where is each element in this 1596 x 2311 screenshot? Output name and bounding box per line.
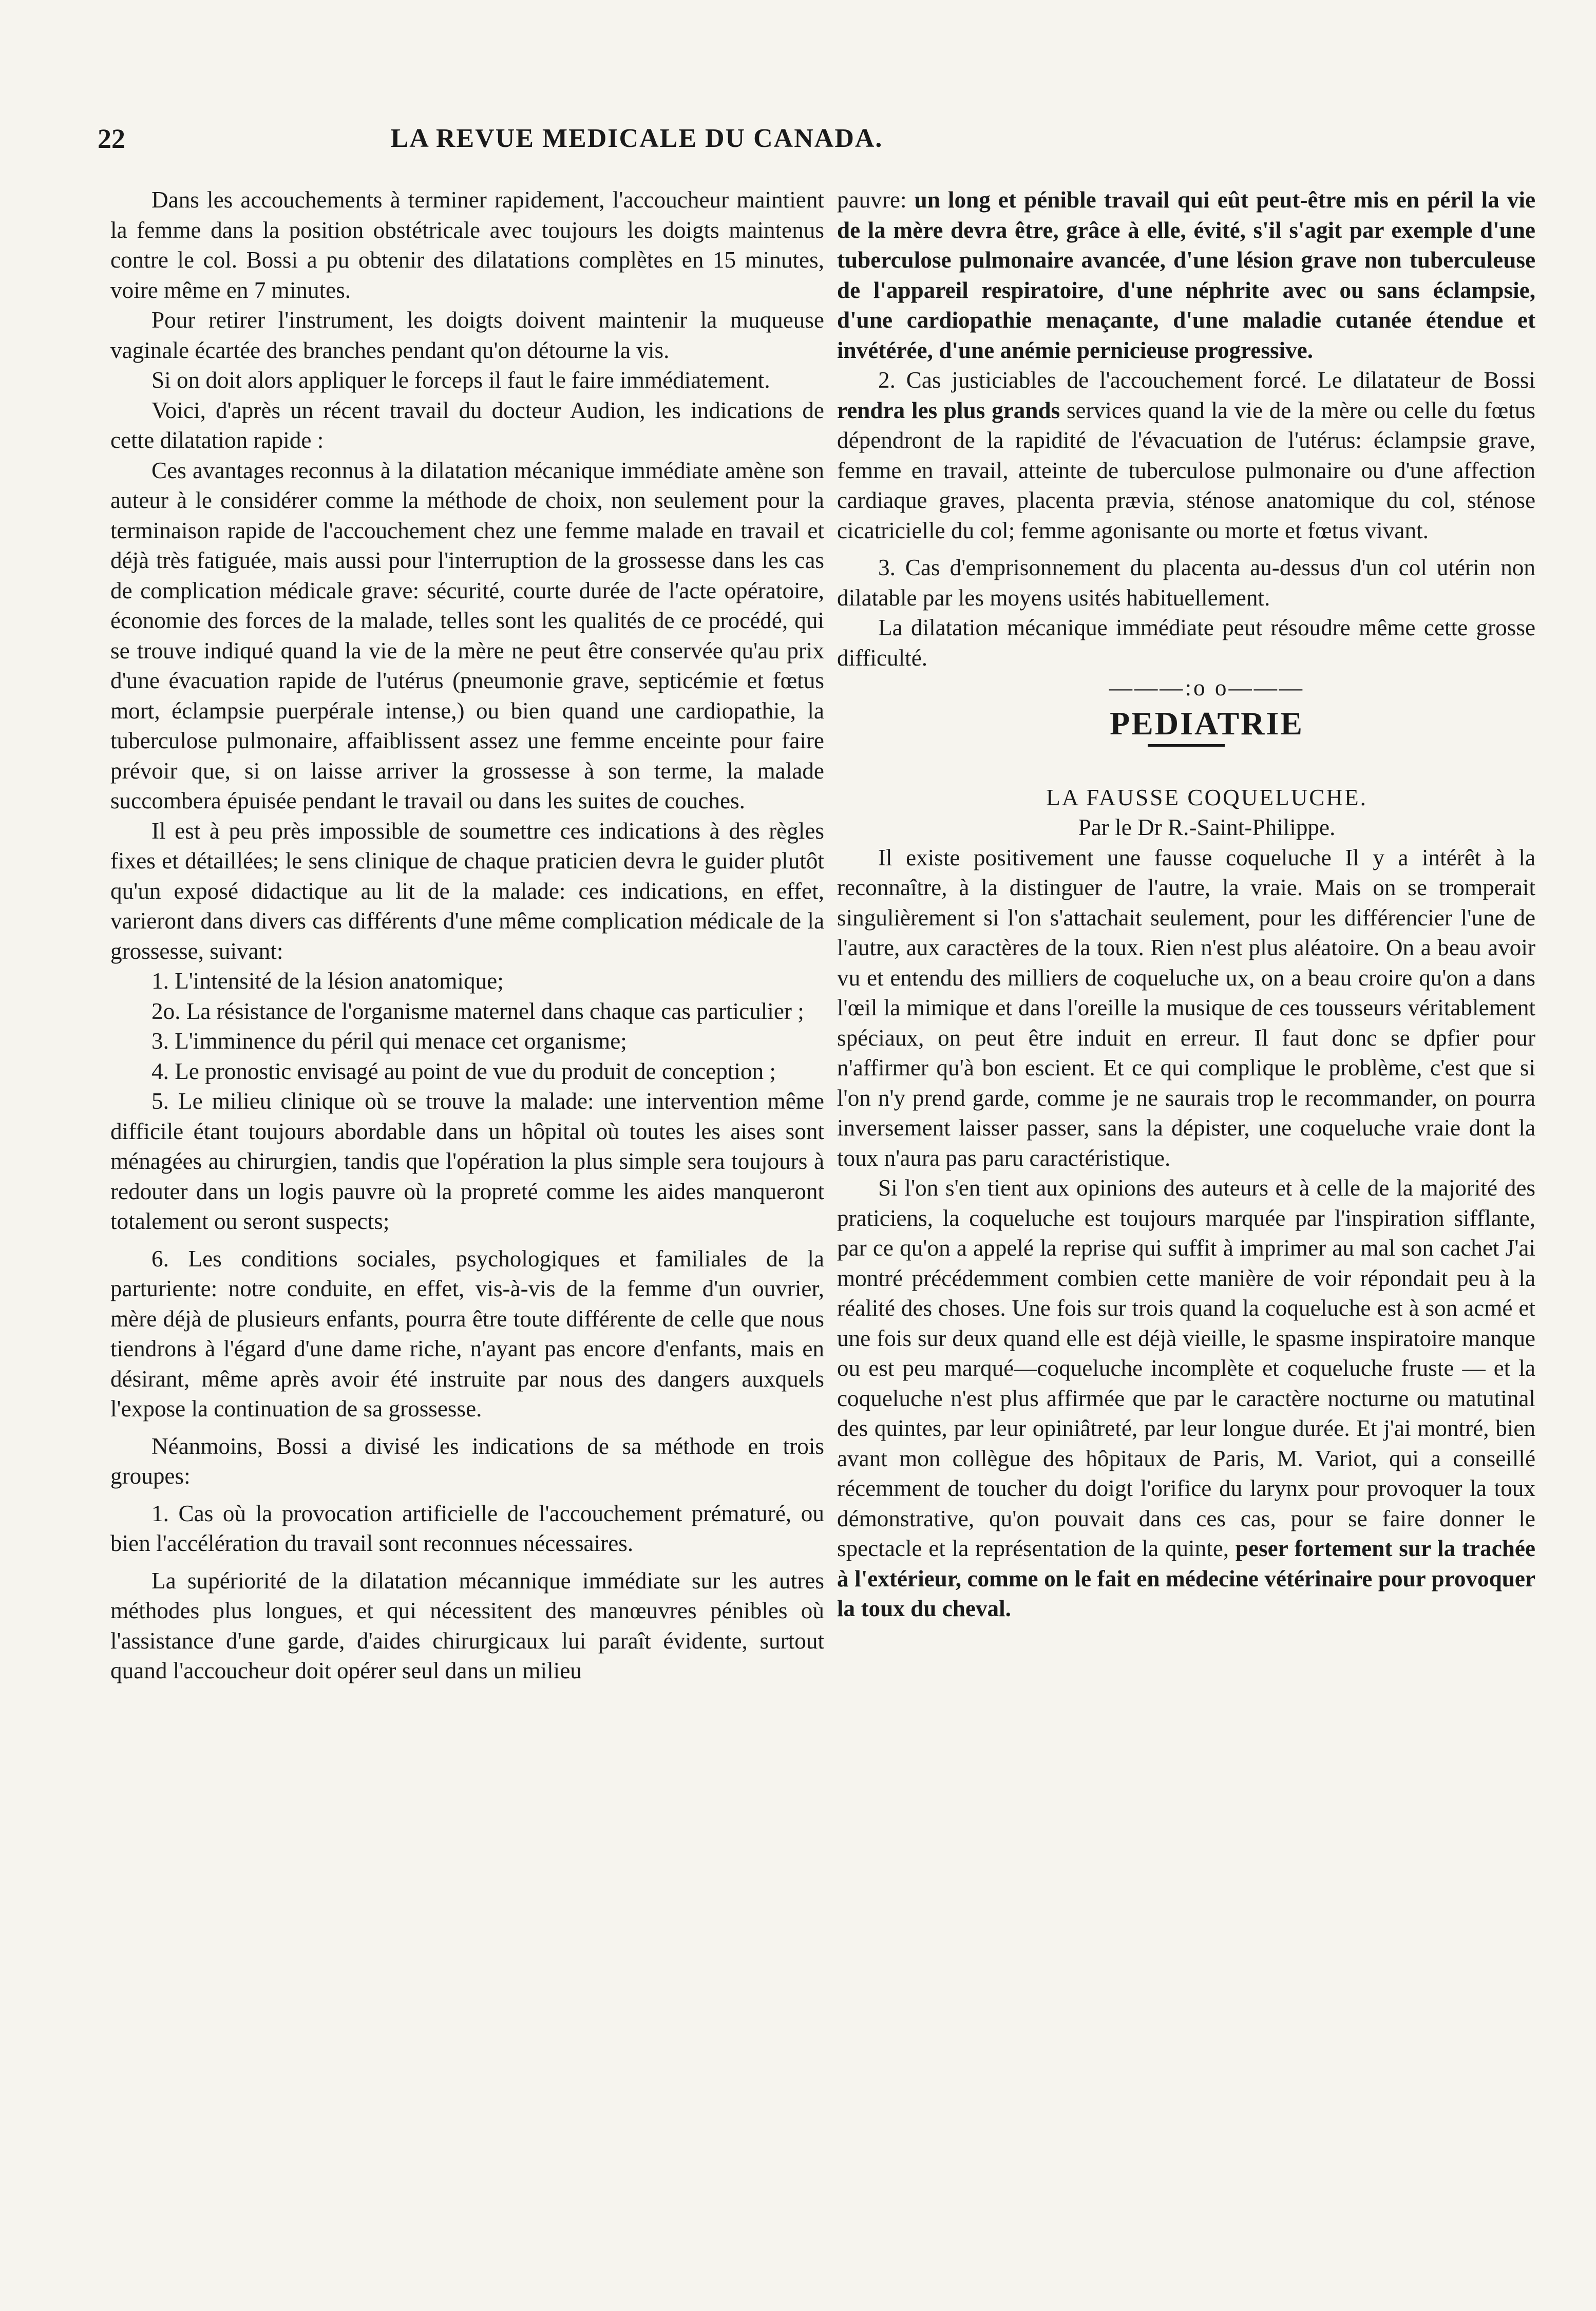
byline: Par le Dr R.-Saint-Philippe. — [1078, 814, 1336, 840]
running-title: LA REVUE MEDICALE DU CANADA. — [390, 124, 883, 153]
list-item: 3. L'imminence du péril qui menace cet organisme; — [151, 1028, 627, 1054]
paragraph: Ces avantages reconnus à la dilatation mécanique immédiate amène son auteur à le considérer comme la méthode de choix, non seulement pour la terminaison rapide de l'accouchement chez une femme malade en travail et déjà très fatiguée, mais aussi pour l'interruption de la grossesse dans les cas de complication médicale grave: sécurité, courte durée de l'acte opératoire, économie des forces de la malade, telles sont les qualités de ce procédé, qui se trouve indiqué quand la vie de la mère ne peut être conservée qu'au prix d'une évacuation rapide de l'utérus (pneumonie grave, septicémie et fœtus mort, éclampsie puerpérale intense,) ou bien quand une cardiopathie, la tuberculose pulmonaire, affaiblissent assez une femme enceinte pour faire prévoir que, si on laisse arriver la grossesse à son terme, la malade succombera épuisée pendant le travail ou dans les suites de couches. — [110, 457, 824, 813]
paragraph-text: 2. Cas justiciables de l'accouchement forcé. Le dilatateur de Bossi — [878, 367, 1535, 393]
right-column — [837, 185, 1535, 1624]
paragraph: 1. Cas où la provocation artificielle de l'accouchement prématuré, ou bien l'accélération du travail sont reconnues nécessaires. — [110, 1500, 824, 1556]
page-number: 22 — [98, 123, 125, 154]
paragraph: Il est à peu près impossible de soumettre ces indications à des règles fixes et détaillées; le sens clinique de chaque praticien devra le guider plutôt qu'un exposé didactique au lit de la malade: ces indications, en effet, varieront dans divers cas différents d'une même complication médicale de la grossesse, suivant: — [110, 818, 824, 964]
paragraph: La supériorité de la dilatation mécannique immédiate sur les autres méthodes plus longues, et qui nécessitent des manœuvres pénibles où l'assistance d'une garde, d'aides chirurgicaux lui paraît évidente, surtout quand l'accoucheur doit opérer seul dans un milieu — [110, 1567, 824, 1683]
paragraph: Il existe positivement une fausse coqueluche Il y a intérêt à la reconnaître, à la distinguer de l'autre, la vraie. Mais on se tromperait singulièrement si l'on s'attachait seulement, pour les différencier l'une de l'autre, aux caractères de la toux. Rien n'est plus aléatoire. On a beau avoir vu et entendu des milliers de coqueluche ux, on a beau croire qu'on a dans l'œil la mimique et dans l'oreille la musique de ces tousseurs véritablement spéciaux, on peut être induit en erreur. Il faut donc se dpfier pour n'affirmer qu'à bon escient. Et ce qui complique le problème, c'est que si l'on n'y prend garde, comme je ne saurais trop le recommander, on pourra inversement laisser passer, sans la dépister, une coqueluche vraie dont la toux n'aura pas paru caractéristique. — [837, 844, 1535, 1171]
list-item: 6. Les conditions sociales, psychologiques et familiales de la parturiente: notre conduite, en effet, vis-à-vis de la femme d'un ouvrier, mère déjà de plusieurs enfants, pourra être toute différente de celle que nous tiendrons à l'égard d'une dame riche, n'ayant pas encore d'enfants, mais en désirant, même après avoir été instruite par nous des dangers auxquels l'expose la continuation de sa grossesse. — [110, 1245, 824, 1422]
paragraph-text: services quand la vie de la mère ou celle du fœtus dépendront de la rapidité de l'évacuation de l'utérus: éclampsie grave, femme en travail, atteinte de tuberculose pulmonaire ou d'une affection cardiaque graves, placenta prævia, sténose anatomique du col, sténose cicatricielle du col; femme agonisante ou morte et fœtus vivant. — [837, 397, 1535, 543]
continuation-text: pauvre: — [837, 187, 907, 213]
section-separator: ———:o o——— — [1109, 675, 1305, 700]
section-title: PEDIATRIE — [1110, 705, 1304, 742]
paragraph — [837, 365, 1535, 545]
paragraph-text: Si l'on s'en tient aux opinions des auteurs et à celle de la majorité des praticiens, la coqueluche est toujours marquée par l'inspiration sifflante, par ce qu'on a appelé la reprise qui suffit à imprimer au mal son cachet J'ai montré précédemment combien cette manière de voir répondait peu à la réalité des choses. Une fois sur trois quand la coqueluche est à son acmé et une fois sur deux quand elle est déjà vieille, le spasme inspiratoire manque ou est peu marqué—coqueluche incomplète et coqueluche fruste — et la coqueluche n'est plus affirmée que par le caractère nocturne ou matutinal des quintes, par leur opiniâtreté, par leur longue durée. Et j'ai montré, bien avant mon collègue des hôpitaux de Paris, M. Variot, qui a conseillé récemment de toucher du doigt l'orifice du larynx pour provoquer la toux démonstrative, qu'on pouvait dans ces cas, pour se faire donner le spectacle et la représentation de la quinte, — [837, 1175, 1535, 1561]
paragraph: Pour retirer l'instrument, les doigts doivent maintenir la muqueuse vaginale écartée des branches pendant qu'on détourne la vis. — [110, 307, 824, 363]
paragraph: Si on doit alors appliquer le forceps il faut le faire immédiatement. — [151, 367, 770, 393]
list-item: 2o. La résistance de l'organisme maternel dans chaque cas particulier ; — [151, 998, 804, 1024]
paragraph-bold-text: peser fortement sur la trachée à l'extérieur, comme on le fait en médecine vétérinaire pour provoquer la toux du cheval. — [837, 1536, 1535, 1621]
paragraph: Dans les accouchements à terminer rapidement, l'accoucheur maintient la femme dans la position obstétricale avec toujours les doigts maintenus contre le col. Bossi a pu obtenir des dilatations complètes en 15 minutes, voire même en 7 minutes. — [110, 187, 824, 303]
list-item: 1. L'intensité de la lésion anatomique; — [151, 968, 504, 994]
paragraph: Voici, d'après un récent travail du docteur Audion, les indications de cette dilatation rapide : — [110, 397, 824, 453]
list-item: 4. Le pronostic envisagé au point de vue du produit de conception ; — [151, 1058, 776, 1084]
title-rule — [1148, 744, 1225, 747]
left-column — [110, 185, 824, 1686]
list-item: 5. Le milieu clinique où se trouve la malade: une intervention même difficile étant toujours abordable dans un hôpital où toutes les aises sont ménagées au chirurgien, tandis que l'opération la plus simple sera toujours à redouter dans un logis pauvre où la propreté comme les aides manqueront totalement ou seront suspects; — [110, 1088, 824, 1234]
paragraph: 3. Cas d'emprisonnement du placenta au-dessus d'un col utérin non dilatable par les moyens usités habituellement. — [837, 555, 1535, 611]
paragraph — [837, 1173, 1535, 1624]
continuation-bold-text: un long et pénible travail qui eût peut-être mis en péril la vie de la mère devra être, grâce à elle, évité, s'il s'agit par exemple d'une tuberculose pulmonaire avancée, d'une lésion grave non tuberculeuse de l'appareil respiratoire, d'une néphrite avec ou sans éclampsie, d'une cardiopathie menaçante, d'une maladie cutanée étendue et invétérée, d'une anémie pernicieuse progressive. — [837, 187, 1536, 363]
article-title: LA FAUSSE COQUELUCHE. — [1046, 784, 1367, 810]
paragraph: Néanmoins, Bossi a divisé les indications de sa méthode en trois groupes: — [110, 1433, 824, 1489]
paragraph-bold-text: rendra les plus grands — [837, 397, 1060, 423]
continuation-paragraph — [837, 185, 1535, 365]
page-header — [98, 118, 1494, 159]
paragraph: La dilatation mécanique immédiate peut résoudre même cette grosse difficulté. — [837, 615, 1535, 671]
